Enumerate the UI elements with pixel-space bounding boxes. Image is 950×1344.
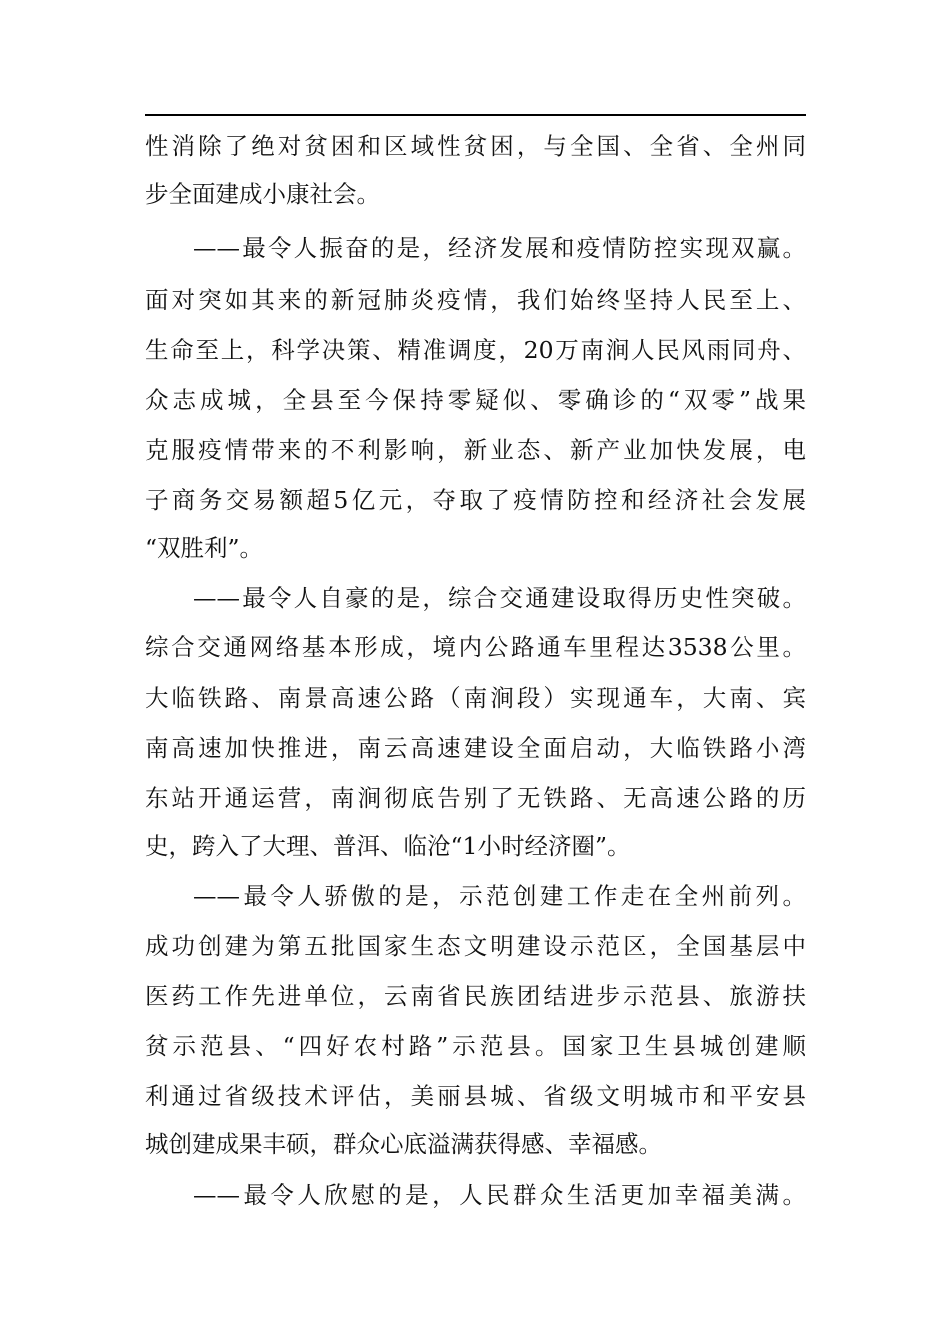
text-line: 医药工作先进单位，云南省民族团结进步示范县、旅游扶: [145, 982, 806, 1010]
text-line: 南高速加快推进，南云高速建设全面启动，大临铁路小湾: [145, 734, 806, 762]
text-line: 综合交通网络基本形成，境内公路通车里程达3538公里。: [145, 633, 806, 661]
text-line: 成功创建为第五批国家生态文明建设示范区，全国基层中: [145, 932, 806, 960]
paragraph-heading: ——最令人自豪的是，综合交通建设取得历史性突破。: [193, 584, 806, 612]
text-line: 子商务交易额超5亿元，夺取了疫情防控和经济社会发展: [145, 486, 806, 514]
header-rule: [145, 114, 806, 116]
text-line: 生命至上，科学决策、精准调度，20万南涧人民风雨同舟、: [145, 336, 806, 364]
paragraph-heading: ——最令人欣慰的是，人民群众生活更加幸福美满。: [193, 1181, 806, 1209]
text-line: “双胜利”。: [145, 534, 264, 562]
text-line: 大临铁路、南景高速公路（南涧段）实现通车，大南、宾: [145, 684, 806, 712]
text-line: 众志成城，全县至今保持零疑似、零确诊的“双零”战果: [145, 386, 806, 414]
text-line: 城创建成果丰硕，群众心底溢满获得感、幸福感。: [145, 1130, 662, 1158]
text-line: 利通过省级技术评估，美丽县城、省级文明城市和平安县: [145, 1082, 806, 1110]
text-line: 东站开通运营，南涧彻底告别了无铁路、无高速公路的历: [145, 784, 806, 812]
text-line: 性消除了绝对贫困和区域性贫困，与全国、全省、全州同: [145, 132, 806, 160]
text-line: 面对突如其来的新冠肺炎疫情，我们始终坚持人民至上、: [145, 286, 806, 314]
text-line: 贫示范县、“四好农村路”示范县。国家卫生县城创建顺: [145, 1032, 806, 1060]
text-line: 克服疫情带来的不利影响，新业态、新产业加快发展，电: [145, 436, 806, 464]
paragraph-heading: ——最令人振奋的是，经济发展和疫情防控实现双赢。: [193, 234, 806, 262]
paragraph-heading: ——最令人骄傲的是，示范创建工作走在全州前列。: [193, 882, 806, 910]
text-line: 步全面建成小康社会。: [145, 180, 380, 208]
text-line: 史，跨入了大理、普洱、临沧“1小时经济圈”。: [145, 832, 631, 860]
